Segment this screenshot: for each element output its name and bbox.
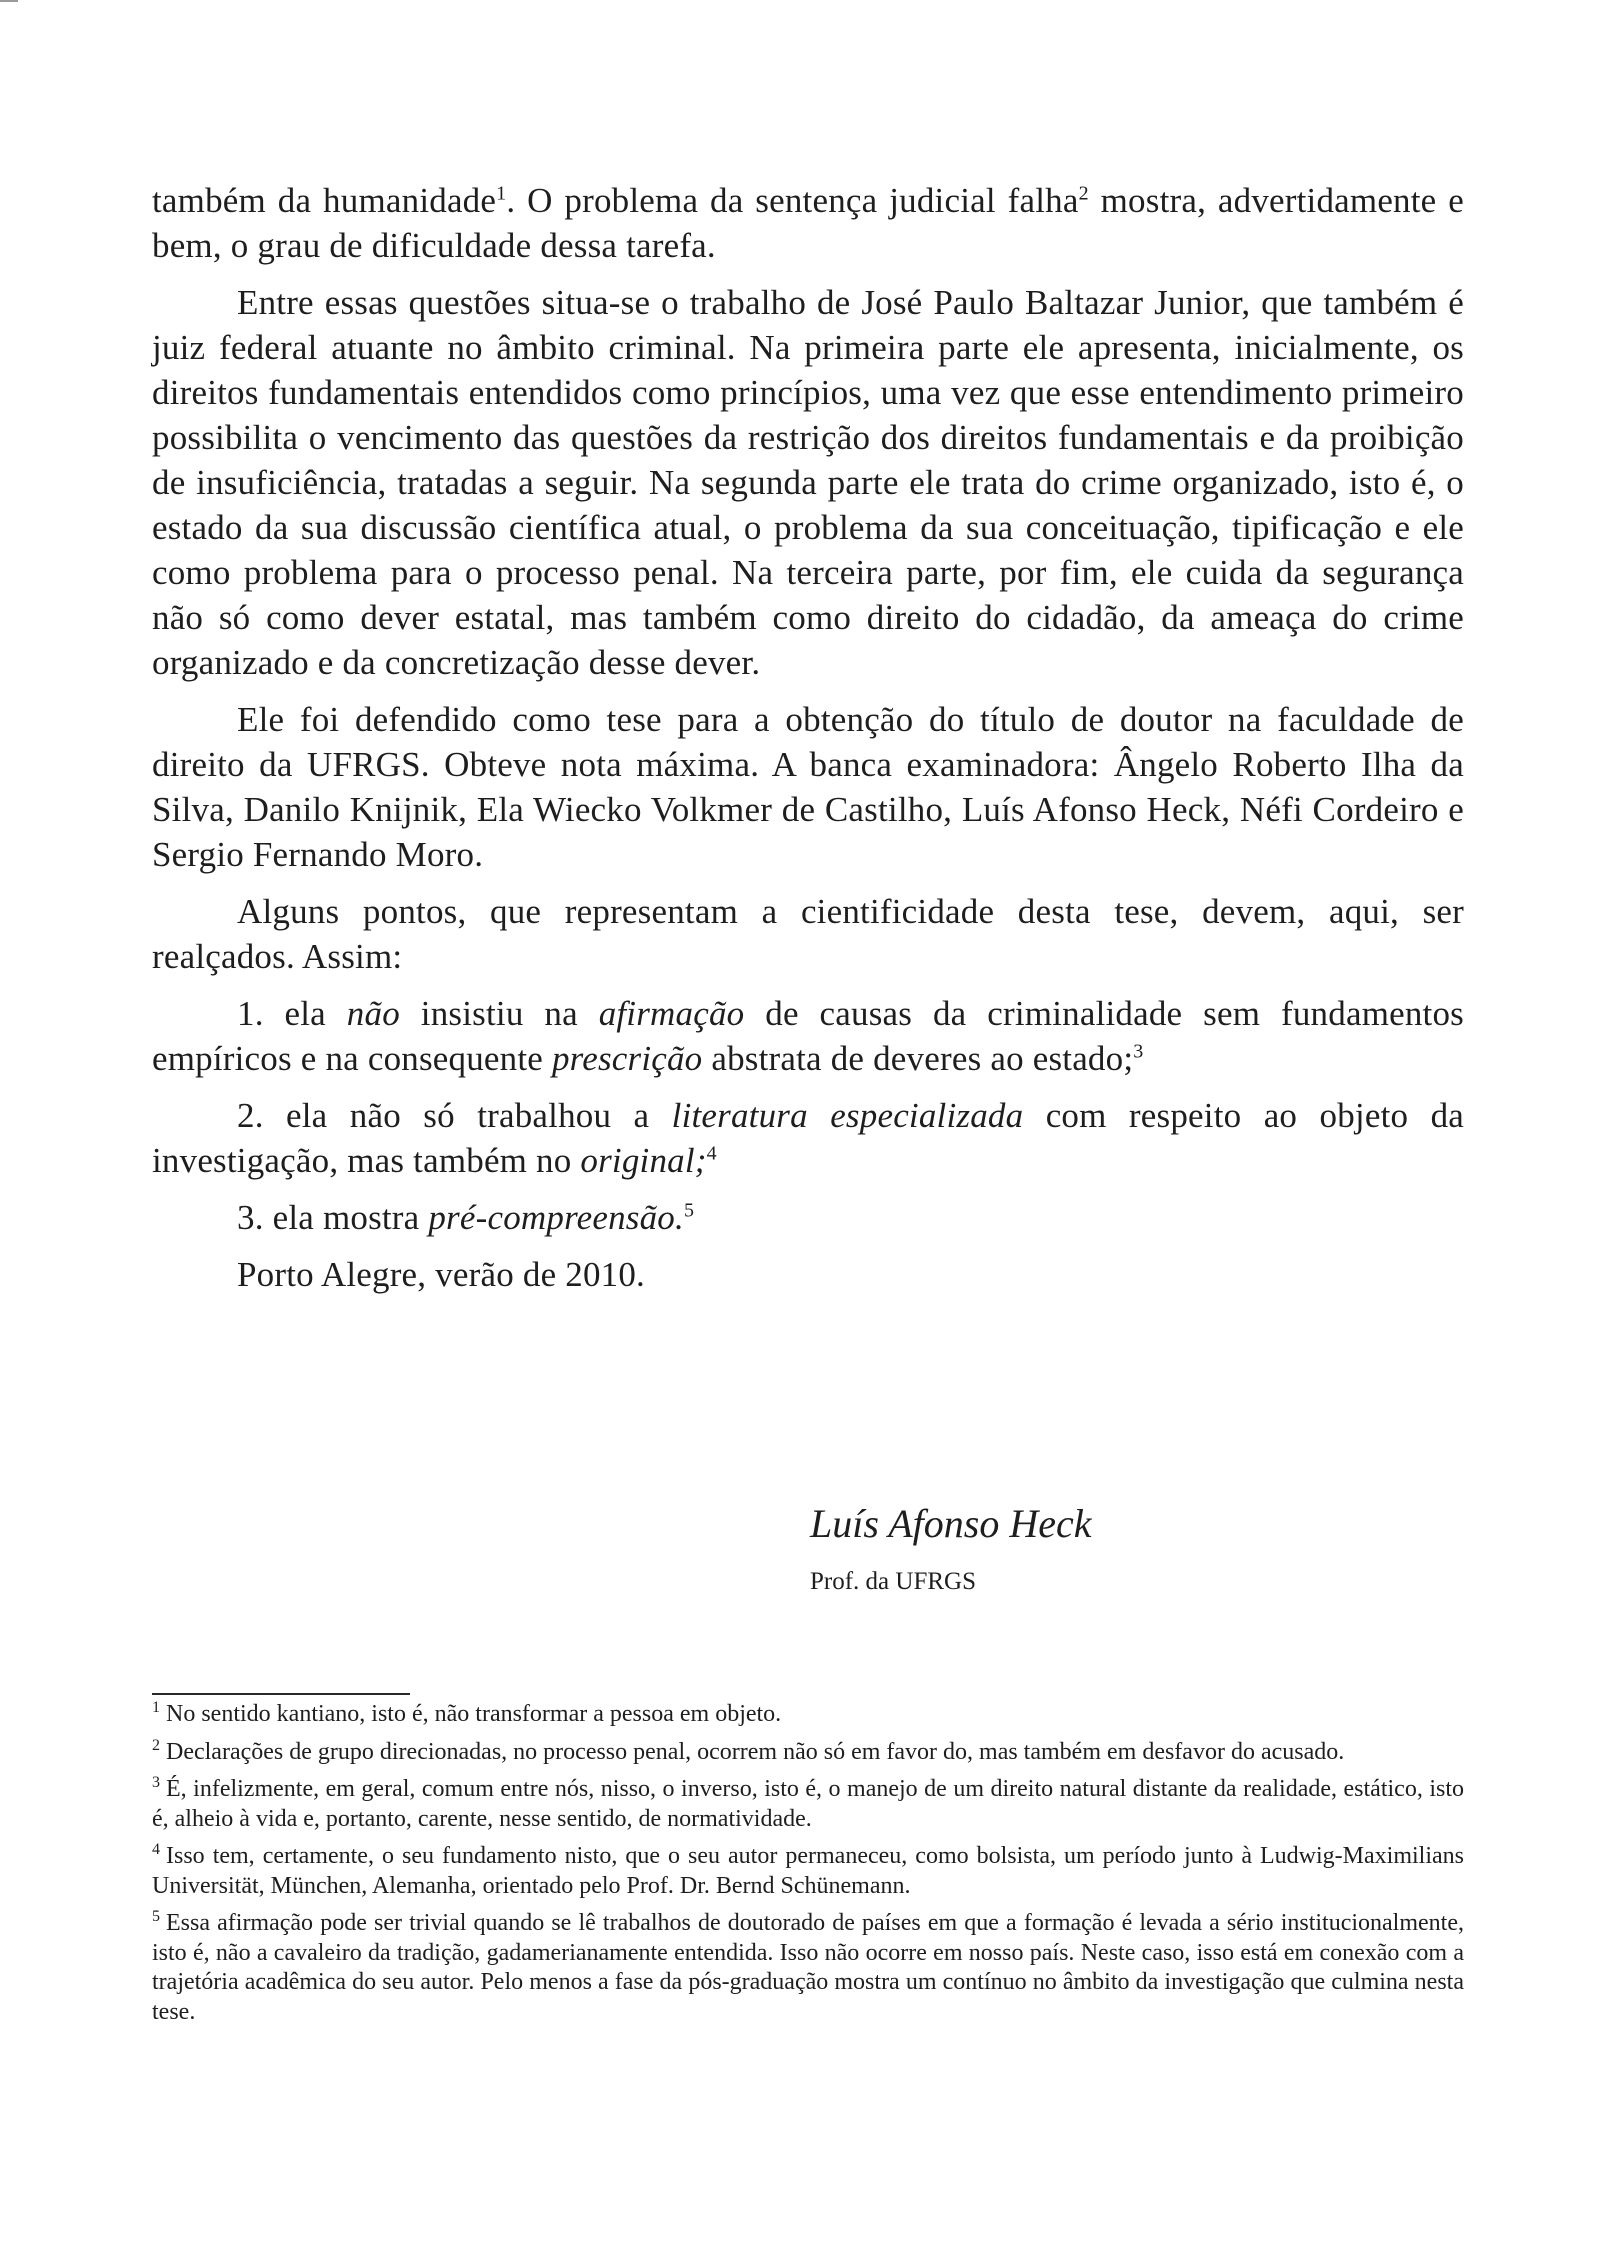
footnote-2-text: Declarações de grupo direcionadas, no processo penal, ocorrem não só em favor do, mas também em desfavor do acusado.	[166, 1738, 1345, 1765]
footnote-1	[152, 1700, 1464, 1730]
footnotes	[152, 1700, 1464, 2035]
footnote-3	[152, 1775, 1464, 1834]
footnote-ref-3[interactable]: 3	[1133, 1040, 1144, 1063]
footnote-2	[152, 1738, 1464, 1768]
list-item-3	[152, 1195, 1464, 1240]
item-1-text-b: insistiu na	[399, 994, 599, 1033]
footnote-separator	[152, 1693, 410, 1695]
item-2-text-a: 2. ela não só trabalhou a	[237, 1096, 672, 1135]
footnote-5	[152, 1909, 1464, 2027]
item-2-text-b: com respeito ao objeto da investigação, mas também no	[152, 1096, 1464, 1180]
item-1-em-afirmacao: afirmação	[598, 994, 745, 1033]
footnote-4-mark: 4	[152, 1841, 160, 1858]
body-text	[152, 178, 1464, 1309]
item-1-text-a: 1. ela	[237, 994, 347, 1033]
footnote-3-text: É, infelizmente, em geral, comum entre nós, nisso, o inverso, isto é, o manejo de um direito natural distante da realidade, estático, isto é, alheio à vida e, portanto, carente, nesse sentido, de normatividade.	[152, 1776, 1464, 1832]
item-1-em-prescricao: prescrição	[551, 1039, 703, 1078]
item-3-em-precompreensao: pré-compreensão.	[428, 1198, 684, 1237]
signature-role: Prof. da UFRGS	[810, 1568, 976, 1595]
footnote-1-mark: 1	[152, 1699, 160, 1716]
item-1-text-d: abstrata de deveres ao estado;	[702, 1039, 1134, 1078]
paragraph-1-text-b: . O problema da sentença judicial falha	[506, 181, 1079, 220]
item-2-em-original: original;	[580, 1141, 707, 1180]
paragraph-1-text-a: também da humanidade	[152, 181, 497, 220]
footnote-5-text: Essa afirmação pode ser trivial quando se lê trabalhos de doutorado de países em que a formação é levada a sério institucionalmente, isto é, não a cavaleiro da tradição, gadamerianamente entendida. Isso não ocorre em nosso país. Neste caso, isso está em conexão com a trajetória acadêmica do seu autor. Pelo menos a fase da pós-graduação mostra um contínuo no âmbito da investigação que culmina nesta tese.	[152, 1910, 1464, 2025]
footnote-5-mark: 5	[152, 1908, 160, 1925]
item-1-text-c: de causas da criminalidade sem fundamentos empíricos e na consequente	[152, 994, 1464, 1078]
footnote-4	[152, 1842, 1464, 1901]
signature-name: Luís Afonso Heck	[810, 1501, 1092, 1546]
page-edge-mark	[0, 0, 18, 2]
footnote-3-mark: 3	[152, 1774, 160, 1791]
footnote-2-mark: 2	[152, 1736, 160, 1754]
list-item-2	[152, 1093, 1464, 1183]
paragraph-3: Ele foi defendido como tese para a obtenção do título de doutor na faculdade de direito da UFRGS. Obteve nota máxima. A banca examinadora: Ângelo Roberto Ilha da Silva, Danilo Knijnik, Ela Wiecko Volkmer de Castilho, Luís Afonso Heck, Néfi Cordeiro e Sergio Fernando Moro.	[152, 700, 1464, 874]
paragraph-4: Alguns pontos, que representam a cientificidade desta tese, devem, aqui, ser realçados. Assim:	[152, 892, 1464, 976]
paragraph-2: Entre essas questões situa-se o trabalho de José Paulo Baltazar Junior, que também é juiz federal atuante no âmbito criminal. Na primeira parte ele apresenta, inicialmente, os direitos fundamentais entendidos como princípios, uma vez que esse entendimento primeiro possibilita o vencimento das questões da restrição dos direitos fundamentais e da proibição de insuficiência, tratadas a seguir. Na segunda parte ele trata do crime organizado, isto é, o estado da sua discussão científica atual, o problema da sua conceituação, tipificação e ele como problema para o processo penal. Na terceira parte, por fim, ele cuida da segurança não só como dever estatal, mas também como direito do cidadão, da ameaça do crime organizado e da concretização desse dever.	[152, 283, 1464, 682]
footnote-ref-5[interactable]: 5	[683, 1199, 695, 1222]
footnote-ref-4[interactable]: 4	[706, 1142, 717, 1165]
footnote-ref-1[interactable]: 1	[496, 182, 507, 205]
footnote-ref-2[interactable]: 2	[1078, 182, 1089, 205]
signature-block	[810, 1496, 1310, 1602]
item-3-text-a: 3. ela mostra	[237, 1198, 429, 1237]
footnote-1-text: No sentido kantiano, isto é, não transformar a pessoa em objeto.	[166, 1701, 782, 1727]
list-item-1	[152, 991, 1464, 1081]
item-1-em-nao: não	[346, 994, 400, 1033]
place-date: Porto Alegre, verão de 2010.	[237, 1255, 645, 1294]
footnote-4-text: Isso tem, certamente, o seu fundamento nisto, que o seu autor permaneceu, como bolsista, um período junto à Ludwig-Maximilians Universität, München, Alemanha, orientado pelo Prof. Dr. Bernd Schünemann.	[152, 1843, 1464, 1899]
paragraph-1-text-c: mostra, advertidamente e bem, o grau de dificuldade dessa tarefa.	[152, 181, 1464, 265]
item-2-em-literatura: literatura especializada	[671, 1096, 1024, 1135]
paragraph-1	[152, 178, 1464, 268]
